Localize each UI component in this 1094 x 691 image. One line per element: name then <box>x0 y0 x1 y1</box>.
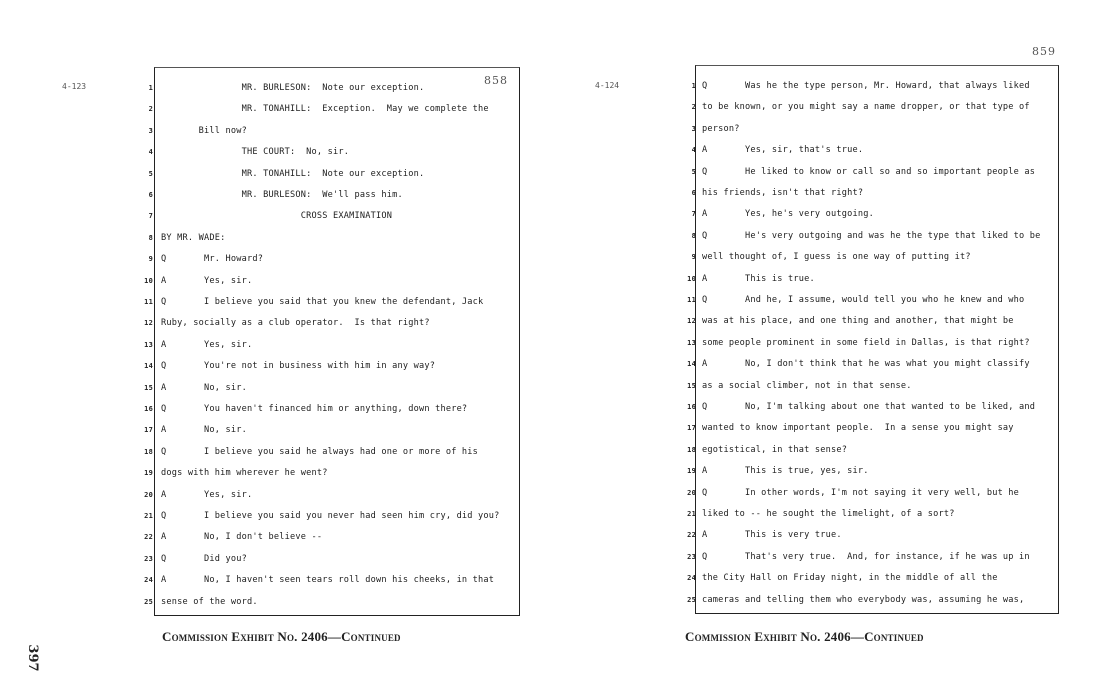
line-text: Q He liked to know or call so and so important people as <box>702 166 1036 177</box>
line-text: person? <box>702 123 740 134</box>
line-number: 18 <box>144 447 153 456</box>
transcript-box <box>144 67 520 616</box>
line-number: 24 <box>687 574 696 583</box>
line-text: cameras and telling them who everybody was, assuming he was, <box>702 594 1025 605</box>
line-number: 10 <box>687 274 696 283</box>
line-text: Q That's very true. And, for instance, if he was up in <box>702 551 1030 562</box>
line-text: sense of the word. <box>161 596 258 607</box>
line-number: 21 <box>687 510 696 518</box>
line-text: Q Was he the type person, Mr. Howard, that always liked <box>702 81 1030 91</box>
line-number: 5 <box>691 167 696 176</box>
exhibit-caption: Commission Exhibit No. 2406—Continued <box>685 629 924 644</box>
line-number: 14 <box>144 362 153 371</box>
line-number: 8 <box>691 231 696 240</box>
line-number: 1 <box>691 82 696 90</box>
line-number: 16 <box>687 403 696 411</box>
line-number: 17 <box>687 424 696 433</box>
line-number: 17 <box>144 426 153 435</box>
line-number: 22 <box>687 531 696 540</box>
line-number: 8 <box>148 233 153 242</box>
line-number: 2 <box>148 105 153 114</box>
line-text: A No, I haven't seen tears roll down his cheeks, in that <box>161 575 495 586</box>
line-number: 13 <box>687 338 696 347</box>
line-text: some people prominent in some field in Dallas, is that right? <box>702 337 1030 348</box>
line-text: as a social climber, not in that sense. <box>702 380 912 391</box>
line-text: MR. BURLESON: We'll pass him. <box>161 190 403 200</box>
line-number: 14 <box>687 360 696 369</box>
line-text: MR. TONAHILL: Note our exception. <box>161 168 425 179</box>
line-number: 15 <box>144 383 153 392</box>
line-number: 16 <box>144 405 153 413</box>
line-number: 12 <box>144 319 153 328</box>
line-number: 20 <box>144 490 153 499</box>
line-number: 7 <box>148 212 153 221</box>
line-text: CROSS EXAMINATION <box>161 211 393 222</box>
line-number: 7 <box>691 210 696 219</box>
transcript-box <box>687 65 1059 614</box>
line-number: 19 <box>687 467 696 476</box>
line-text: Bill now? <box>161 125 247 136</box>
line-text: Q I believe you said that you knew the defendant, Jack <box>161 297 484 307</box>
line-text: Q You're not in business with him in any way? <box>161 361 436 372</box>
transcript-ref-label: 4-123 <box>62 82 87 91</box>
line-text: A No, sir. <box>161 425 247 436</box>
line-text: A This is true. <box>702 273 815 284</box>
line-text: A Yes, sir. <box>161 275 253 286</box>
line-number: 25 <box>687 595 696 604</box>
line-text: A Yes, sir. <box>161 489 253 500</box>
line-number: 24 <box>144 576 153 585</box>
line-number: 4 <box>691 146 696 155</box>
line-number: 21 <box>144 512 153 520</box>
line-number: 4 <box>148 148 153 157</box>
line-text: Q He's very outgoing and was he the type that liked to be <box>702 230 1041 241</box>
line-text: Q Mr. Howard? <box>161 254 264 265</box>
line-number: 3 <box>148 126 153 135</box>
line-text: egotistical, in that sense? <box>702 444 848 455</box>
line-text: Q I believe you said he always had one or more of his <box>161 446 479 457</box>
line-number: 18 <box>687 445 696 454</box>
line-text: Q I believe you said you never had seen him cry, did you? <box>161 511 500 521</box>
exhibit-caption: Commission Exhibit No. 2406—Continued <box>162 629 401 644</box>
line-number: 5 <box>148 169 153 178</box>
line-number: 9 <box>691 253 696 262</box>
page-number: 859 <box>1032 45 1056 58</box>
line-text: Ruby, socially as a club operator. Is that right? <box>161 318 430 329</box>
line-text: dogs with him wherever he went? <box>161 468 328 479</box>
line-text: liked to -- he sought the limelight, of a sort? <box>702 509 955 519</box>
line-text: A This is true, yes, sir. <box>702 466 869 477</box>
line-text: well thought of, I guess is one way of putting it? <box>702 252 971 263</box>
line-text: Q And he, I assume, would tell you who he knew and who <box>702 295 1025 305</box>
line-text: A Yes, he's very outgoing. <box>702 209 874 220</box>
right-page <box>547 0 1094 691</box>
line-number: 6 <box>691 189 696 197</box>
line-text: Q No, I'm talking about one that wanted to be liked, and <box>702 402 1036 412</box>
line-number: 20 <box>687 488 696 497</box>
line-number: 23 <box>144 554 153 563</box>
line-number: 23 <box>687 552 696 561</box>
line-text: Q In other words, I'm not saying it very well, but he <box>702 487 1020 498</box>
line-text: THE COURT: No, sir. <box>161 147 350 158</box>
page-number: 858 <box>484 74 508 87</box>
line-text: A Yes, sir, that's true. <box>702 145 864 156</box>
line-text: MR. BURLESON: Note our exception. <box>161 83 425 93</box>
line-number: 19 <box>144 469 153 478</box>
line-text: was at his place, and one thing and another, that might be <box>702 316 1014 327</box>
line-number: 3 <box>691 124 696 133</box>
volume-page-number: 397 <box>25 644 40 672</box>
line-number: 15 <box>687 381 696 390</box>
line-text: his friends, isn't that right? <box>702 188 864 198</box>
line-number: 6 <box>148 191 153 199</box>
line-number: 11 <box>144 298 153 306</box>
line-text: A Yes, sir. <box>161 339 253 350</box>
line-number: 13 <box>144 340 153 349</box>
line-text: to be known, or you might say a name dropper, or that type of <box>702 102 1030 113</box>
line-number: 22 <box>144 533 153 542</box>
line-text: Q Did you? <box>161 553 247 564</box>
line-number: 12 <box>687 317 696 326</box>
line-number: 1 <box>148 84 153 92</box>
line-number: 10 <box>144 276 153 285</box>
line-number: 25 <box>144 597 153 606</box>
line-number: 2 <box>691 103 696 112</box>
line-text: Q You haven't financed him or anything, down there? <box>161 404 468 414</box>
line-number: 9 <box>148 255 153 264</box>
line-text: the City Hall on Friday night, in the middle of all the <box>702 573 998 584</box>
transcript-ref-label: 4-124 <box>595 81 620 90</box>
line-text: A No, sir. <box>161 382 247 393</box>
line-number: 11 <box>687 296 696 304</box>
line-text: MR. TONAHILL: Exception. May we complete the <box>161 104 489 115</box>
line-text: A No, I don't think that he was what you might classify <box>702 359 1030 370</box>
line-text: A No, I don't believe -- <box>161 532 323 543</box>
line-text: A This is very true. <box>702 530 842 541</box>
line-text: BY MR. WADE: <box>161 232 226 243</box>
line-text: wanted to know important people. In a sense you might say <box>702 423 1014 434</box>
